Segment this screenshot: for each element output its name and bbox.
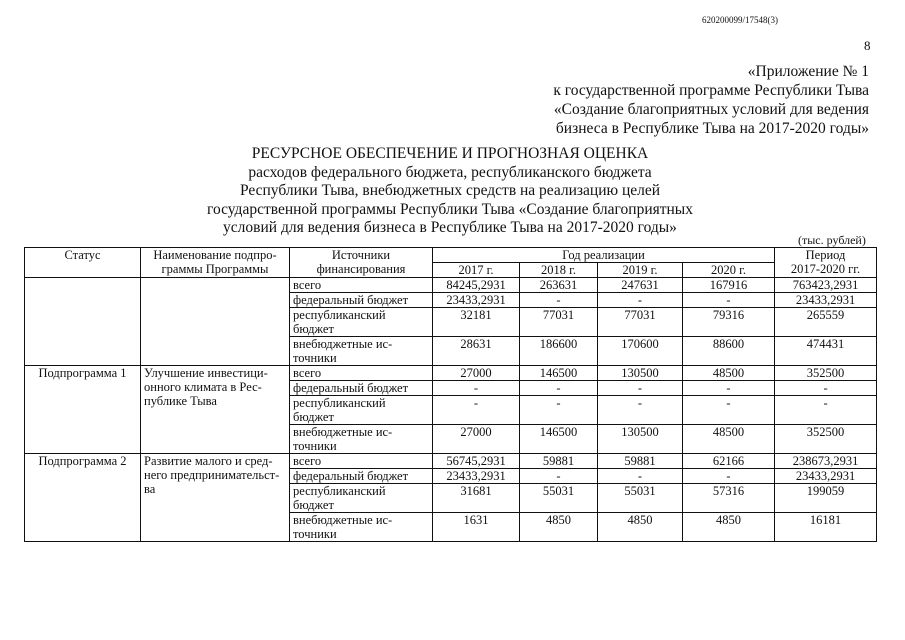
value-cell: 56745,2931 [433,454,520,469]
appendix-line: «Приложение № 1 [747,63,869,80]
table-row [25,454,877,469]
value-cell: 23433,2931 [433,469,520,484]
value-cell: 170600 [598,337,683,366]
value-cell: 48500 [683,366,775,381]
heading-line: Республики Тыва, внебюджетных средств на реализацию целей [239,182,661,199]
value-cell: 247631 [598,278,683,293]
value-cell: 62166 [683,454,775,469]
page-number: 8 [864,38,871,53]
source-cell: республиканский бюджет [290,484,433,513]
value-cell: 146500 [520,425,598,454]
value-cell: 31681 [433,484,520,513]
appendix-header [539,62,869,138]
value-cell: - [520,396,598,425]
value-cell: 27000 [433,366,520,381]
header-source: Источники финансирования [290,248,433,278]
document-id: 620200099/17548(3) [702,15,778,25]
table-row [25,278,877,293]
resource-table [24,247,877,542]
value-cell: - [598,293,683,308]
header-row [25,248,877,263]
appendix-line: «Создание благоприятных условий для ведения [553,101,869,118]
source-cell: внебюджетные ис- точники [290,425,433,454]
source-cell: внебюджетные ис- точники [290,513,433,542]
table-row [25,366,877,381]
name-cell: Улучшение инвестици- онного климата в Рес- публике Тыва [141,366,290,454]
value-cell: - [598,396,683,425]
value-cell: 199059 [775,484,877,513]
value-cell: 1631 [433,513,520,542]
appendix-line: бизнеса в Республике Тыва на 2017-2020 годы» [555,120,869,137]
value-cell: 186600 [520,337,598,366]
value-cell: 763423,2931 [775,278,877,293]
value-cell: 48500 [683,425,775,454]
header-year-2017: 2017 г. [433,263,520,278]
value-cell: 4850 [683,513,775,542]
value-cell: - [598,381,683,396]
header-status: Статус [25,248,141,278]
document-heading [170,145,730,238]
header-name: Наименование подпро- граммы Программы [141,248,290,278]
value-cell: 28631 [433,337,520,366]
value-cell: 130500 [598,425,683,454]
value-cell: - [683,469,775,484]
value-cell: 23433,2931 [775,293,877,308]
name-cell [141,278,290,366]
value-cell: 77031 [520,308,598,337]
status-cell [25,278,141,366]
value-cell: 146500 [520,366,598,381]
value-cell: 23433,2931 [433,293,520,308]
value-cell: 32181 [433,308,520,337]
status-cell: Подпрограмма 1 [25,366,141,454]
value-cell: 84245,2931 [433,278,520,293]
heading-line: государственной программы Республики Тыва «Создание благоприятных [207,200,693,218]
source-cell: федеральный бюджет [290,469,433,484]
value-cell: 263631 [520,278,598,293]
value-cell: 55031 [520,484,598,513]
heading-line: РЕСУРСНОЕ ОБЕСПЕЧЕНИЕ И ПРОГНОЗНАЯ ОЦЕНКА [251,145,649,162]
appendix-line: к государственной программе Республики Тыва [553,82,869,99]
source-cell: всего [290,454,433,469]
source-cell: республиканский бюджет [290,396,433,425]
value-cell: 59881 [520,454,598,469]
value-cell: - [598,469,683,484]
value-cell: - [433,396,520,425]
value-cell: 16181 [775,513,877,542]
source-cell: внебюджетные ис- точники [290,337,433,366]
value-cell: - [775,381,877,396]
value-cell: - [520,381,598,396]
header-year-2018: 2018 г. [520,263,598,278]
value-cell: - [775,396,877,425]
heading-line: расходов федерального бюджета, республиканского бюджета [248,163,652,181]
value-cell: - [683,381,775,396]
status-cell: Подпрограмма 2 [25,454,141,542]
value-cell: 167916 [683,278,775,293]
header-period: Период 2017-2020 гг. [775,248,877,278]
value-cell: 352500 [775,366,877,381]
value-cell: - [683,396,775,425]
value-cell: 57316 [683,484,775,513]
value-cell: 59881 [598,454,683,469]
source-cell: всего [290,278,433,293]
value-cell: 130500 [598,366,683,381]
value-cell: 27000 [433,425,520,454]
value-cell: 4850 [598,513,683,542]
value-cell: 474431 [775,337,877,366]
value-cell: 23433,2931 [775,469,877,484]
value-cell: - [683,293,775,308]
source-cell: федеральный бюджет [290,293,433,308]
value-cell: 265559 [775,308,877,337]
value-cell: 352500 [775,425,877,454]
value-cell: 4850 [520,513,598,542]
heading-line: условий для ведения бизнеса в Республике Тыва на 2017-2020 годы» [223,219,677,236]
header-year-2020: 2020 г. [683,263,775,278]
value-cell: - [520,469,598,484]
source-cell: федеральный бюджет [290,381,433,396]
header-year-2019: 2019 г. [598,263,683,278]
value-cell: - [520,293,598,308]
source-cell: республиканский бюджет [290,308,433,337]
name-cell: Развитие малого и сред- него предпринимательст- ва [141,454,290,542]
header-year-group: Год реализации [433,248,775,263]
value-cell: 77031 [598,308,683,337]
units-label: (тыс. рублей) [798,233,866,247]
source-cell: всего [290,366,433,381]
value-cell: 238673,2931 [775,454,877,469]
value-cell: - [433,381,520,396]
value-cell: 88600 [683,337,775,366]
value-cell: 55031 [598,484,683,513]
value-cell: 79316 [683,308,775,337]
